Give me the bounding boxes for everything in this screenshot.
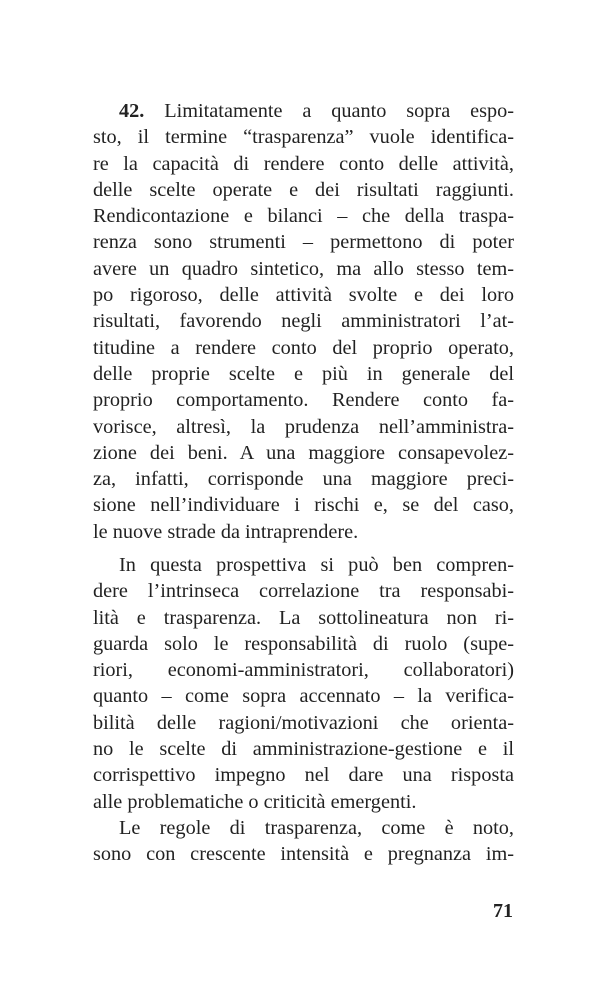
text-line: avere un quadro sintetico, ma allo stesso tem- xyxy=(93,257,514,280)
text-line: sione nell’individuare i rischi e, se del caso, xyxy=(93,494,514,517)
paragraph xyxy=(93,552,514,815)
text-line: bilità delle ragioni/motivazioni che orienta- xyxy=(93,711,514,734)
text-line: zione dei beni. A una maggiore consapevolez- xyxy=(93,441,514,464)
text-line: In questa prospettiva si può ben compren- xyxy=(119,554,514,576)
text-line: sto, il termine “trasparenza” vuole identifica- xyxy=(93,126,514,149)
text-line: risultati, favorendo negli amministratori l’at- xyxy=(93,310,514,333)
text-line: Rendicontazione e bilanci – che della traspa- xyxy=(93,205,514,228)
text-line: dere l’intrinseca correlazione tra responsabi- xyxy=(93,580,514,603)
page-number: 71 xyxy=(493,900,513,922)
paragraph xyxy=(93,815,514,868)
text-line-content: Limitatamente a quanto sopra espo- xyxy=(164,100,514,122)
text-line: quanto – come sopra accennato – la verifica- xyxy=(93,685,514,708)
text-line: Le regole di trasparenza, come è noto, xyxy=(119,817,514,839)
section-number: 42. xyxy=(119,100,145,122)
text-line xyxy=(93,98,514,124)
text-line: delle scelte operate e dei risultati raggiunti. xyxy=(93,178,514,201)
text-line: za, infatti, corrisponde una maggiore preci- xyxy=(93,468,514,491)
text-line: le nuove strade da intraprendere. xyxy=(93,520,359,543)
text-line: proprio comportamento. Rendere conto fa- xyxy=(93,389,514,412)
text-line: alle problematiche o criticità emergenti. xyxy=(93,790,417,813)
text-line: guarda solo le responsabilità di ruolo (supe- xyxy=(93,632,514,655)
text-line: riori, economi-amministratori, collaboratori) xyxy=(93,659,514,682)
text-line: po rigoroso, delle attività svolte e dei loro xyxy=(93,284,514,307)
text-line: renza sono strumenti – permettono di poter xyxy=(93,231,514,254)
text-line: titudine a rendere conto del proprio operato, xyxy=(93,336,514,359)
text-line: delle proprie scelte e più in generale del xyxy=(93,362,514,385)
text-line: vorisce, altresì, la prudenza nell’amministra- xyxy=(93,415,514,438)
text-line: no le scelte di amministrazione-gestione e il xyxy=(93,738,514,761)
text-line: corrispettivo impegno nel dare una risposta xyxy=(93,764,514,787)
text-line: sono con crescente intensità e pregnanza im- xyxy=(93,843,514,866)
text-line: lità e trasparenza. La sottolineatura non ri- xyxy=(93,606,514,629)
paragraph-42 xyxy=(93,98,514,545)
text-line: re la capacità di rendere conto delle attività, xyxy=(93,152,514,175)
